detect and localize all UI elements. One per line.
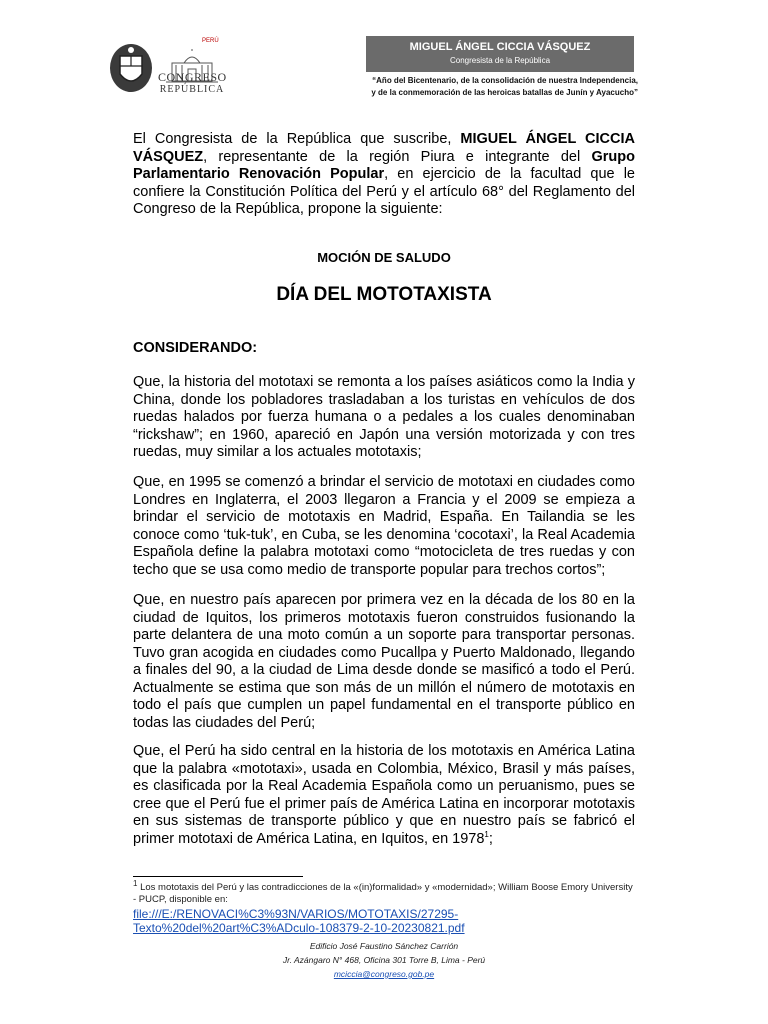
- paragraph-1: Que, la historia del mototaxi se remonta a los países asiáticos como la India y China, donde los pobladores trasladaban a los turistas en vehículos de dos ruedas halados por fuerza humana o a pedales a los cuales denominaban “rickshaw”; en 1960, apareció en Japón una versión motorizada y con tres ruedas, muy similar a los actuales mototaxis;: [133, 374, 635, 460]
- logo-peru-label: PERÚ: [202, 38, 219, 44]
- footnote-link[interactable]: file:///E:/RENOVACI%C3%93N/VARIOS/MOTOTAXIS/27295-Texto%20del%20art%C3%ADculo-108379-2-10-20230821.pdf: [133, 907, 465, 935]
- footer-address: Jr. Azángaro N° 468, Oficina 301 Torre B, Lima - Perú: [282, 955, 486, 965]
- congressman-role: Congresista de la República: [449, 56, 551, 65]
- footnote-ref: 1: [484, 829, 489, 839]
- footnote: $^1$ Los mototaxis del Perú y las contradicciones de la «(in)formalidad» y «modernidad»; William Boose Emory University - PUCP, disponible en: file:///E:/RENOVACI%C3%93N/VARIOS/MOTOTAXIS/27295-Texto%20del%20art%C3%ADculo-108379-2-10-20230821.pdf: [133, 882, 635, 935]
- footer-email-link[interactable]: mciccia@congreso.gob.pe: [333, 969, 435, 979]
- logo-republica-label: REPÚBLICA: [159, 84, 225, 95]
- congressman-name-box: [366, 36, 634, 72]
- paragraph-3: Que, en nuestro país aparecen por primera vez en la década de los 80 en la ciudad de Iquitos, los primeros mototaxis fueron construidos fusionando la parte delantera de una moto común a un soporte para transportar personas. Tuvo gran acogida en ciudades como Pucallpa y Puerto Maldonado, llegando a finales del 90, a la ciudad de Lima desde donde se masificó a todo el Perú. Actualmente se estima que son más de un millón el número de mototaxis en todo el país que cumplen un papel fundamental en el transporte público en todas las ciudades del Perú;: [133, 592, 635, 731]
- motion-type-title: MOCIÓN DE SALUDO: [317, 250, 451, 265]
- header-logos: [108, 34, 228, 100]
- paragraph-2: Que, en 1995 se comenzó a brindar el servicio de mototaxi en ciudades como Londres en Inglaterra, el 2003 llegaron a Francia y el 2009 se empieza a brindar el servicio de mototaxis en Madrid, España. En Tailandia se les conoce como ‘tuk-tuk’, en Cuba, se les denomina ‘cocotaxi’, la Real Academia Española define la palabra mototaxi como “motocicleta de tres ruedas y con techo que se usa como medio de transporte popular para trechos cortos”;: [133, 474, 635, 578]
- intro-paragraph: El Congresista de la República que suscribe, MIGUEL ÁNGEL CICCIA VÁSQUEZ, representante de la región Piura e integrante del Grupo Parlamentario Renovación Popular, en ejercicio de la facultad que le confiere la Constitución Política del Perú y el artículo 68° del Reglamento del Congreso de la República, propone la siguiente:: [133, 131, 635, 217]
- paragraph-4: Que, el Perú ha sido central en la historia de los mototaxis en América Latina que la palabra «mototaxi», usada en Colombia, México, Brasil y más países, es clasificada por la Real Academia Española como un peruanismo, pues se cree que el Perú fue el primer país de América Latina en incorporar mototaxis en sus sistemas de transporte público y que en nuestro país se fabricó el primer mototaxi de América Latina, en Iquitos, en 1978$^1$;: [133, 743, 635, 847]
- congressman-name: MIGUEL ÁNGEL CICCIA VÁSQUEZ: [409, 41, 591, 53]
- footnote-divider: [133, 876, 303, 877]
- congressman-name-bold: MIGUEL ÁNGEL CICCIA VÁSQUEZ: [133, 131, 635, 165]
- motion-main-title: DÍA DEL MOTOTAXISTA: [276, 284, 492, 305]
- considering-heading: CONSIDERANDO:: [133, 340, 258, 356]
- year-motto: “Año del Bicentenario, de la consolidación de nuestra Independencia, y de la conmemoración de las heroicas batallas de Junín y Ayacucho”: [371, 76, 638, 97]
- logo-congreso-label: CONGRESO: [158, 70, 227, 84]
- peru-coat-of-arms-icon: [108, 42, 154, 94]
- footer-building: Edificio José Faustino Sánchez Carrión: [309, 941, 459, 951]
- parliamentary-group: Grupo Parlamentario Renovación Popular: [133, 148, 635, 182]
